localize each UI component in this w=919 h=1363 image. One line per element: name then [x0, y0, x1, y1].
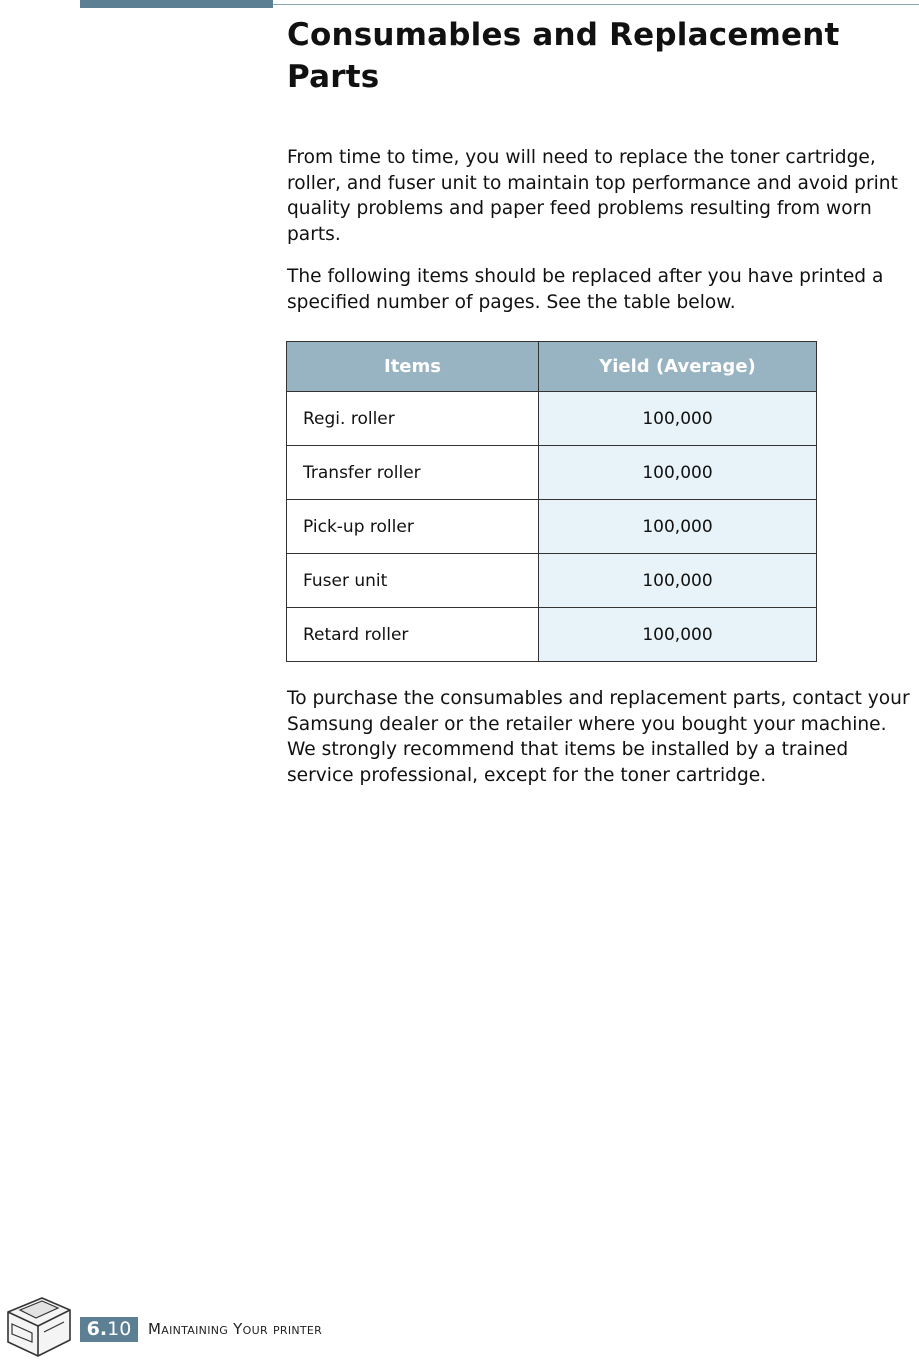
item-cell: Pick-up roller — [287, 500, 539, 554]
footer-chapter-title: Maintaining Your printer — [148, 1320, 323, 1338]
table-header-row — [287, 342, 817, 392]
table-row — [287, 446, 817, 500]
yield-cell: 100,000 — [539, 446, 817, 500]
table-row — [287, 554, 817, 608]
table-row — [287, 392, 817, 446]
yield-cell: 100,000 — [539, 608, 817, 662]
yield-cell: 100,000 — [539, 392, 817, 446]
header-accent-bar — [80, 0, 273, 8]
item-cell: Fuser unit — [287, 554, 539, 608]
item-cell: Transfer roller — [287, 446, 539, 500]
yield-cell: 100,000 — [539, 500, 817, 554]
item-cell: Regi. roller — [287, 392, 539, 446]
page-title: Consumables and Replacement Parts — [287, 17, 840, 95]
table-row — [287, 500, 817, 554]
chapter-number: 6. — [86, 1318, 108, 1340]
printer-icon — [2, 1290, 76, 1360]
table-row — [287, 608, 817, 662]
column-header-items: Items — [287, 342, 539, 392]
page-number: 10 — [107, 1318, 132, 1340]
page-number-badge — [80, 1317, 138, 1342]
purchase-paragraph: To purchase the consumables and replacement parts, contact your Samsung dealer or the retailer where you bought your machine. We strongly recommend that items be installed by a trained service professional, except for the toner cartridge. — [287, 688, 910, 786]
following-paragraph: The following items should be replaced after you have printed a specified number of pages. See the table below. — [287, 266, 884, 313]
header-rule — [273, 4, 919, 5]
consumables-table — [286, 341, 817, 662]
yield-cell: 100,000 — [539, 554, 817, 608]
column-header-yield: Yield (Average) — [539, 342, 817, 392]
intro-paragraph: From time to time, you will need to replace the toner cartridge, roller, and fuser unit to maintain top performance and avoid print quality problems and paper feed problems resulting from worn parts. — [287, 147, 898, 245]
item-cell: Retard roller — [287, 608, 539, 662]
